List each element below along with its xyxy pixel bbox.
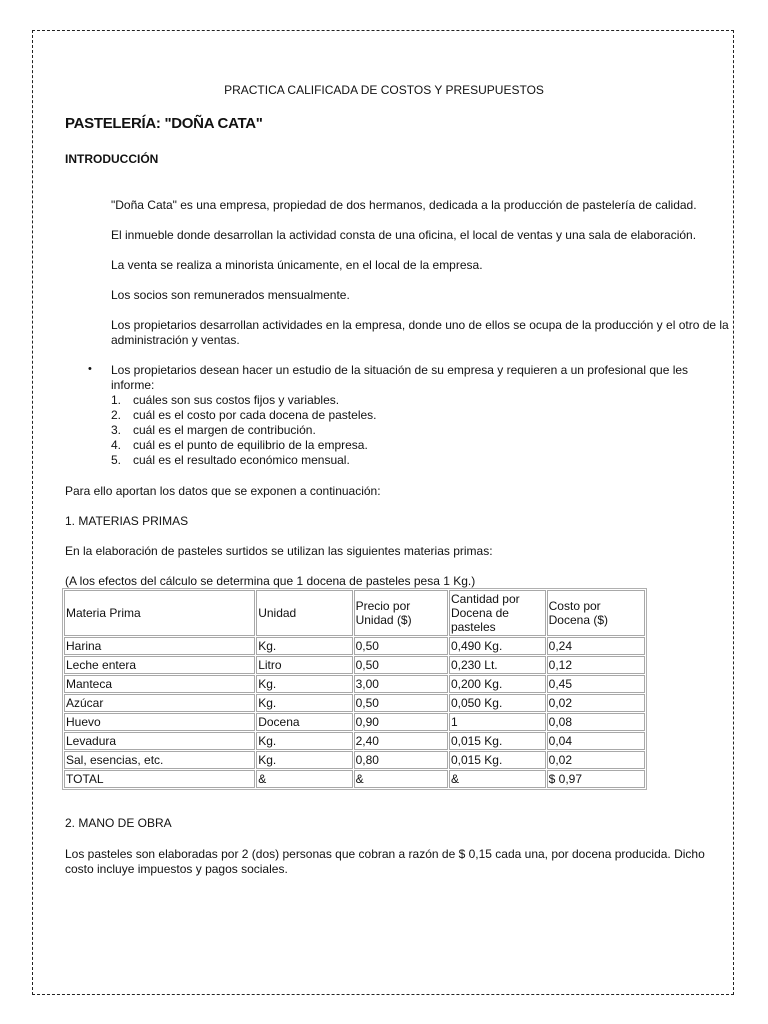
table-cell: 0,200 Kg. (449, 675, 546, 693)
table-cell: & (354, 770, 448, 788)
list-number: 4. (111, 438, 122, 452)
table-cell: Docena (256, 713, 352, 731)
table-row (64, 713, 645, 731)
section-1-text: En la elaboración de pasteles surtidos se utilizan las siguientes materias primas: (65, 544, 493, 558)
list-item (111, 408, 377, 423)
list-item (111, 438, 377, 453)
table-cell: 0,04 (547, 732, 645, 750)
table-cell: Litro (256, 656, 352, 674)
table-row (64, 675, 645, 693)
bullet-icon: • (88, 363, 92, 375)
list-text: cuál es el resultado económico mensual. (133, 453, 350, 467)
table-cell: 0,015 Kg. (449, 732, 546, 750)
table-cell: Kg. (256, 732, 352, 750)
list-item (111, 393, 377, 408)
section-1-note: (A los efectos del cálculo se determina que 1 docena de pasteles pesa 1 Kg.) (65, 574, 476, 588)
raw-materials-table (62, 588, 647, 790)
list-text: cuál es el costo por cada docena de pasteles. (133, 408, 377, 422)
list-text: cuáles son sus costos fijos y variables. (133, 393, 340, 407)
table-row (64, 637, 645, 655)
table-cell: & (449, 770, 546, 788)
table-cell: 0,45 (547, 675, 645, 693)
table-cell: Manteca (64, 675, 255, 693)
table-cell: & (256, 770, 352, 788)
table-cell: 0,490 Kg. (449, 637, 546, 655)
table-row (64, 656, 645, 674)
table-cell: 0,24 (547, 637, 645, 655)
table-cell: 1 (449, 713, 546, 731)
document-header: PRACTICA CALIFICADA DE COSTOS Y PRESUPUESTOS (224, 83, 544, 97)
intro-heading: INTRODUCCIÓN (65, 152, 159, 166)
table-cell: Kg. (256, 637, 352, 655)
table-cell: 0,02 (547, 751, 645, 769)
list-item (111, 423, 377, 438)
table-cell: Harina (64, 637, 255, 655)
table-cell: 0,050 Kg. (449, 694, 546, 712)
table-cell: 0,015 Kg. (449, 751, 546, 769)
list-item (111, 453, 377, 468)
table-cell: 0,80 (354, 751, 448, 769)
list-number: 1. (111, 393, 122, 407)
table-cell: Sal, esencias, etc. (64, 751, 255, 769)
table-cell: 0,02 (547, 694, 645, 712)
table-cell: Leche entera (64, 656, 255, 674)
bullet-text: Los propietarios desean hacer un estudio de la situación de su empresa y requieren a un profesional que les informe: (111, 363, 689, 392)
list-number: 3. (111, 423, 122, 437)
table-cell: Kg. (256, 751, 352, 769)
document-title: PASTELERÍA: "DOÑA CATA" (65, 115, 263, 132)
column-header: Unidad (256, 590, 352, 636)
column-header: Materia Prima (64, 590, 255, 636)
list-number: 5. (111, 453, 122, 467)
table-row (64, 751, 645, 769)
steps-list (111, 393, 377, 468)
list-number: 2. (111, 408, 122, 422)
intro-paragraph: Los socios son remunerados mensualmente. (111, 288, 350, 302)
table-cell: 0,50 (354, 656, 448, 674)
table-cell: 2,40 (354, 732, 448, 750)
table-total-row (64, 770, 645, 788)
intro-paragraph: "Doña Cata" es una empresa, propiedad de dos hermanos, dedicada a la producción de pastelería de calidad. (111, 198, 697, 212)
table-cell: 0,50 (354, 694, 448, 712)
section-1-heading: 1. MATERIAS PRIMAS (65, 514, 189, 528)
table-cell: 0,50 (354, 637, 448, 655)
list-text: cuál es el margen de contribución. (133, 423, 316, 437)
table-cell: Kg. (256, 675, 352, 693)
table-cell: 0,12 (547, 656, 645, 674)
table-cell: 0,230 Lt. (449, 656, 546, 674)
table-cell: Levadura (64, 732, 255, 750)
table-cell: Kg. (256, 694, 352, 712)
table-cell: $ 0,97 (547, 770, 645, 788)
intro-paragraph: Los propietarios desarrollan actividades en la empresa, donde uno de ellos se ocupa de la producción y el otro de la administración y ventas. (111, 318, 729, 347)
table-cell: 0,90 (354, 713, 448, 731)
table-cell: 3,00 (354, 675, 448, 693)
table-cell: Huevo (64, 713, 255, 731)
intro-paragraph: El inmueble donde desarrollan la actividad consta de una oficina, el local de ventas y una sala de elaboración. (111, 228, 697, 242)
list-text: cuál es el punto de equilibrio de la empresa. (133, 438, 368, 452)
intro-paragraph: La venta se realiza a minorista únicamente, en el local de la empresa. (111, 258, 483, 272)
data-intro: Para ello aportan los datos que se exponen a continuación: (65, 484, 381, 498)
table-cell: TOTAL (64, 770, 255, 788)
table-row (64, 732, 645, 750)
column-header: Costo por Docena ($) (547, 590, 645, 636)
section-2-heading: 2. MANO DE OBRA (65, 816, 172, 830)
section-2-text: Los pasteles son elaboradas por 2 (dos) personas que cobran a razón de $ 0,15 cada una, por docena producida. Dicho costo incluye impuestos y pagos sociales. (65, 847, 705, 876)
table-cell: 0,08 (547, 713, 645, 731)
table-header-row (64, 590, 645, 636)
column-header: Cantidad por Docena de pasteles (449, 590, 546, 636)
table-row (64, 694, 645, 712)
table-cell: Azúcar (64, 694, 255, 712)
column-header: Precio por Unidad ($) (354, 590, 448, 636)
